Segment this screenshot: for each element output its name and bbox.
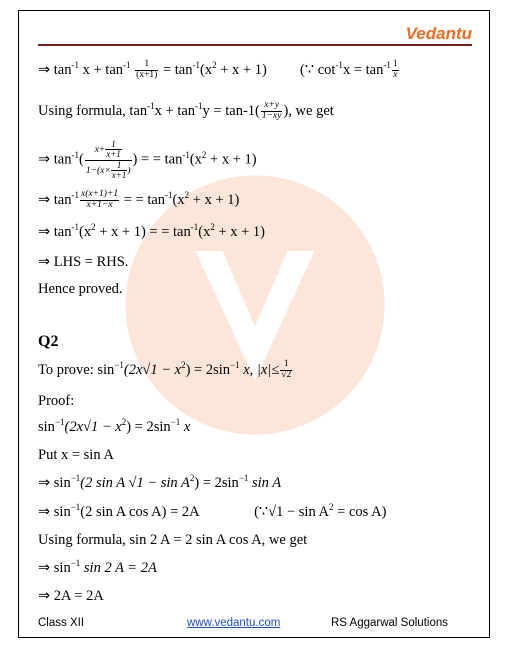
complex-fraction: x+ $\frac{1}{x+1}$ 1−(x× $\frac{1}{x+1}$ ) (85, 139, 131, 181)
hence-proved: Hence proved. (38, 281, 123, 297)
equation-line-4: ⇒ $\tan^{-1}$ $\frac{x(x+1)+1}{x+1-x}$ = = $\tan^{-1}(x^2 + x + 1)$ (38, 189, 240, 210)
substituted-equation: ⇒ $\sin^{-1}(2$ sin A $√1 - \sin A^2) = 2\sin^{-1}$ sin A (38, 473, 282, 491)
fraction-x-plus-y: $\frac{x+y}{1-xy}$ (261, 100, 282, 121)
fraction-1-over-x-plus-1: $\frac{1}{(x+1)}$ (136, 59, 158, 80)
proof-equation: $\sin^{-1}(2x√1 - x^2) = 2\sin^{-1}$ x (38, 417, 191, 435)
double-angle-formula-line: Using formula, sin 2 A = 2 sin A cos A, we get (38, 532, 308, 548)
equation-line-3: ⇒ $\tan^{-1}$( x+ $\frac{1}{x+1}$ 1−(x× $\frac{1}{x+1}$ ) ) = = $\tan^{-1}(x^2 + x + 1)$ (38, 139, 257, 181)
to-prove-line: To prove: $\sin^{-1}(2x√1 - x^2) = 2\sin^{-1}$ x, |x|≤ $\frac{1}{√2}$ (38, 359, 292, 380)
footer-class: Class XII (38, 617, 85, 629)
formula-line: Using formula, $\tan^{-1}x + \tan^{-1}y = \tan-1$( $\frac{x+y}{1-xy}$ ), we get (38, 100, 334, 121)
fraction-1-over-root-2: $\frac{1}{√2}$ (281, 359, 292, 380)
substitution-line: Put x = sin A (38, 447, 114, 463)
simplified-equation: ⇒ $\sin^{-1}(2$ sin A cos A) = 2A (∵√1 − $\sin A^2 = \cos A$) (38, 502, 387, 520)
equation-line-1: ⇒ $\tan^{-1} x + \tan^{-1}$ $\frac{1}{(x+1)}$ = $\tan^{-1}(x^2 + x + 1)$ (∵ $\cot^{-1}x = \tan^{-1}$ $\frac{1}{x}$ (38, 59, 398, 80)
lhs-equals-rhs: ⇒ LHS = RHS. (38, 254, 129, 270)
vedantu-logo: Vedantu (405, 24, 472, 43)
equation-sin-2a: ⇒ $\sin^{-1} \sin 2$ A = 2A (38, 558, 157, 576)
header-rule (38, 44, 472, 46)
final-equation: ⇒ 2A = 2A (38, 588, 104, 604)
fraction-1-over-x: $\frac{1}{x}$ (392, 59, 398, 80)
footer-website-link[interactable]: www.vedantu.com (187, 617, 281, 629)
proof-label: Proof: (38, 393, 75, 409)
fraction-x-x-plus-1: $\frac{x(x+1)+1}{x+1-x}$ (81, 189, 119, 210)
equation-line-5: ⇒ $\tan^{-1}(x^2 + x + 1)$ = = $\tan^{-1}(x^2 + x + 1)$ (38, 222, 266, 240)
question-heading-q2: Q2 (38, 333, 59, 350)
footer-book-title: RS Aggarwal Solutions (331, 617, 448, 629)
